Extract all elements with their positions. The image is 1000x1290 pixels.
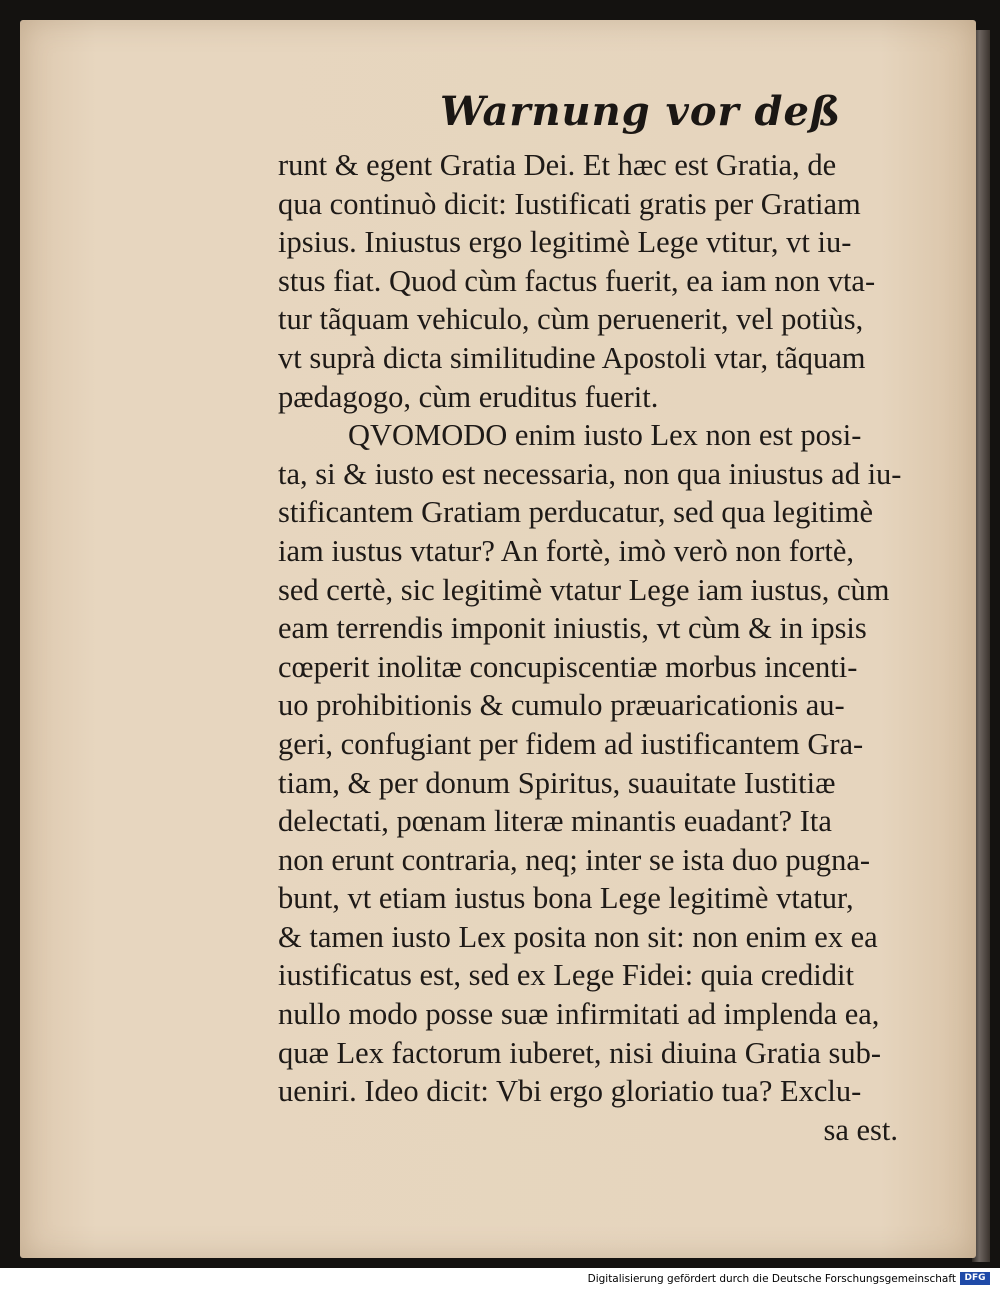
- text-line: runt & egent Gratia Dei. Et hæc est Gratia, de: [278, 148, 837, 182]
- text-line: non erunt contraria, neq; inter se ista duo pugna-: [278, 842, 871, 877]
- funding-credit: Digitalisierung gefördert durch die Deutsche Forschungsgemeinschaft: [587, 1273, 956, 1285]
- footer-bar: [0, 1268, 1000, 1290]
- text-line: sed certè, sic legitimè vtatur Lege iam iustus, cùm: [278, 572, 890, 607]
- text-line: nullo modo posse suæ infirmitati ad implenda ea,: [278, 997, 880, 1032]
- text-line: stus fiat. Quod cùm factus fuerit, ea iam non vta-: [278, 263, 876, 298]
- body-text: [278, 146, 948, 1149]
- text-line: ta, si & iusto est necessaria, non qua iniustus ad iu-: [278, 456, 902, 491]
- text-line: vt suprà dicta similitudine Apostoli vtar, tãquam: [278, 340, 866, 375]
- text-line: cœperit inolitæ concupiscentiæ morbus incenti-: [278, 649, 858, 684]
- text-line: quæ Lex factorum iuberet, nisi diuina Gratia sub-: [278, 1035, 882, 1070]
- text-line: pædagogo, cùm eruditus fuerit.: [278, 379, 659, 414]
- running-header: Warnung vor deß: [440, 88, 842, 135]
- text-line: delectati, pœnam literæ minantis euadant? Ita: [278, 804, 832, 839]
- dfg-logo: DFG: [960, 1272, 990, 1285]
- text-line: geri, confugiant per fidem ad iustificantem Gra-: [278, 726, 864, 761]
- text-line-catchword: sa est.: [823, 1112, 898, 1147]
- text-line: uo prohibitionis & cumulo præuaricationis au-: [278, 688, 845, 723]
- text-line: iam iustus vtatur? An fortè, imò verò non fortè,: [278, 533, 854, 568]
- text-line: iustificatus est, sed ex Lege Fidei: quia credidit: [278, 958, 854, 993]
- text-line: eam terrendis imponit iniustis, vt cùm & in ipsis: [278, 611, 867, 646]
- text-line: tur tãquam vehiculo, cùm peruenerit, vel potiùs,: [278, 302, 864, 337]
- text-line-paragraph-start: QVOMODO enim iusto Lex non est posi-: [348, 418, 862, 453]
- text-line: tiam, & per donum Spiritus, suauitate Iustitiæ: [278, 765, 836, 800]
- text-line: ipsius. Iniustus ergo legitimè Lege vtitur, vt iu-: [278, 225, 852, 260]
- text-line: qua continuò dicit: Iustificati gratis per Gratiam: [278, 186, 861, 221]
- text-line: stificantem Gratiam perducatur, sed qua legitimè: [278, 495, 874, 530]
- text-line: & tamen iusto Lex posita non sit: non enim ex ea: [278, 919, 878, 954]
- text-line: ueniri. Ideo dicit: Vbi ergo gloriatio tua? Exclu-: [278, 1074, 862, 1109]
- text-line: bunt, vt etiam iustus bona Lege legitimè vtatur,: [278, 881, 854, 916]
